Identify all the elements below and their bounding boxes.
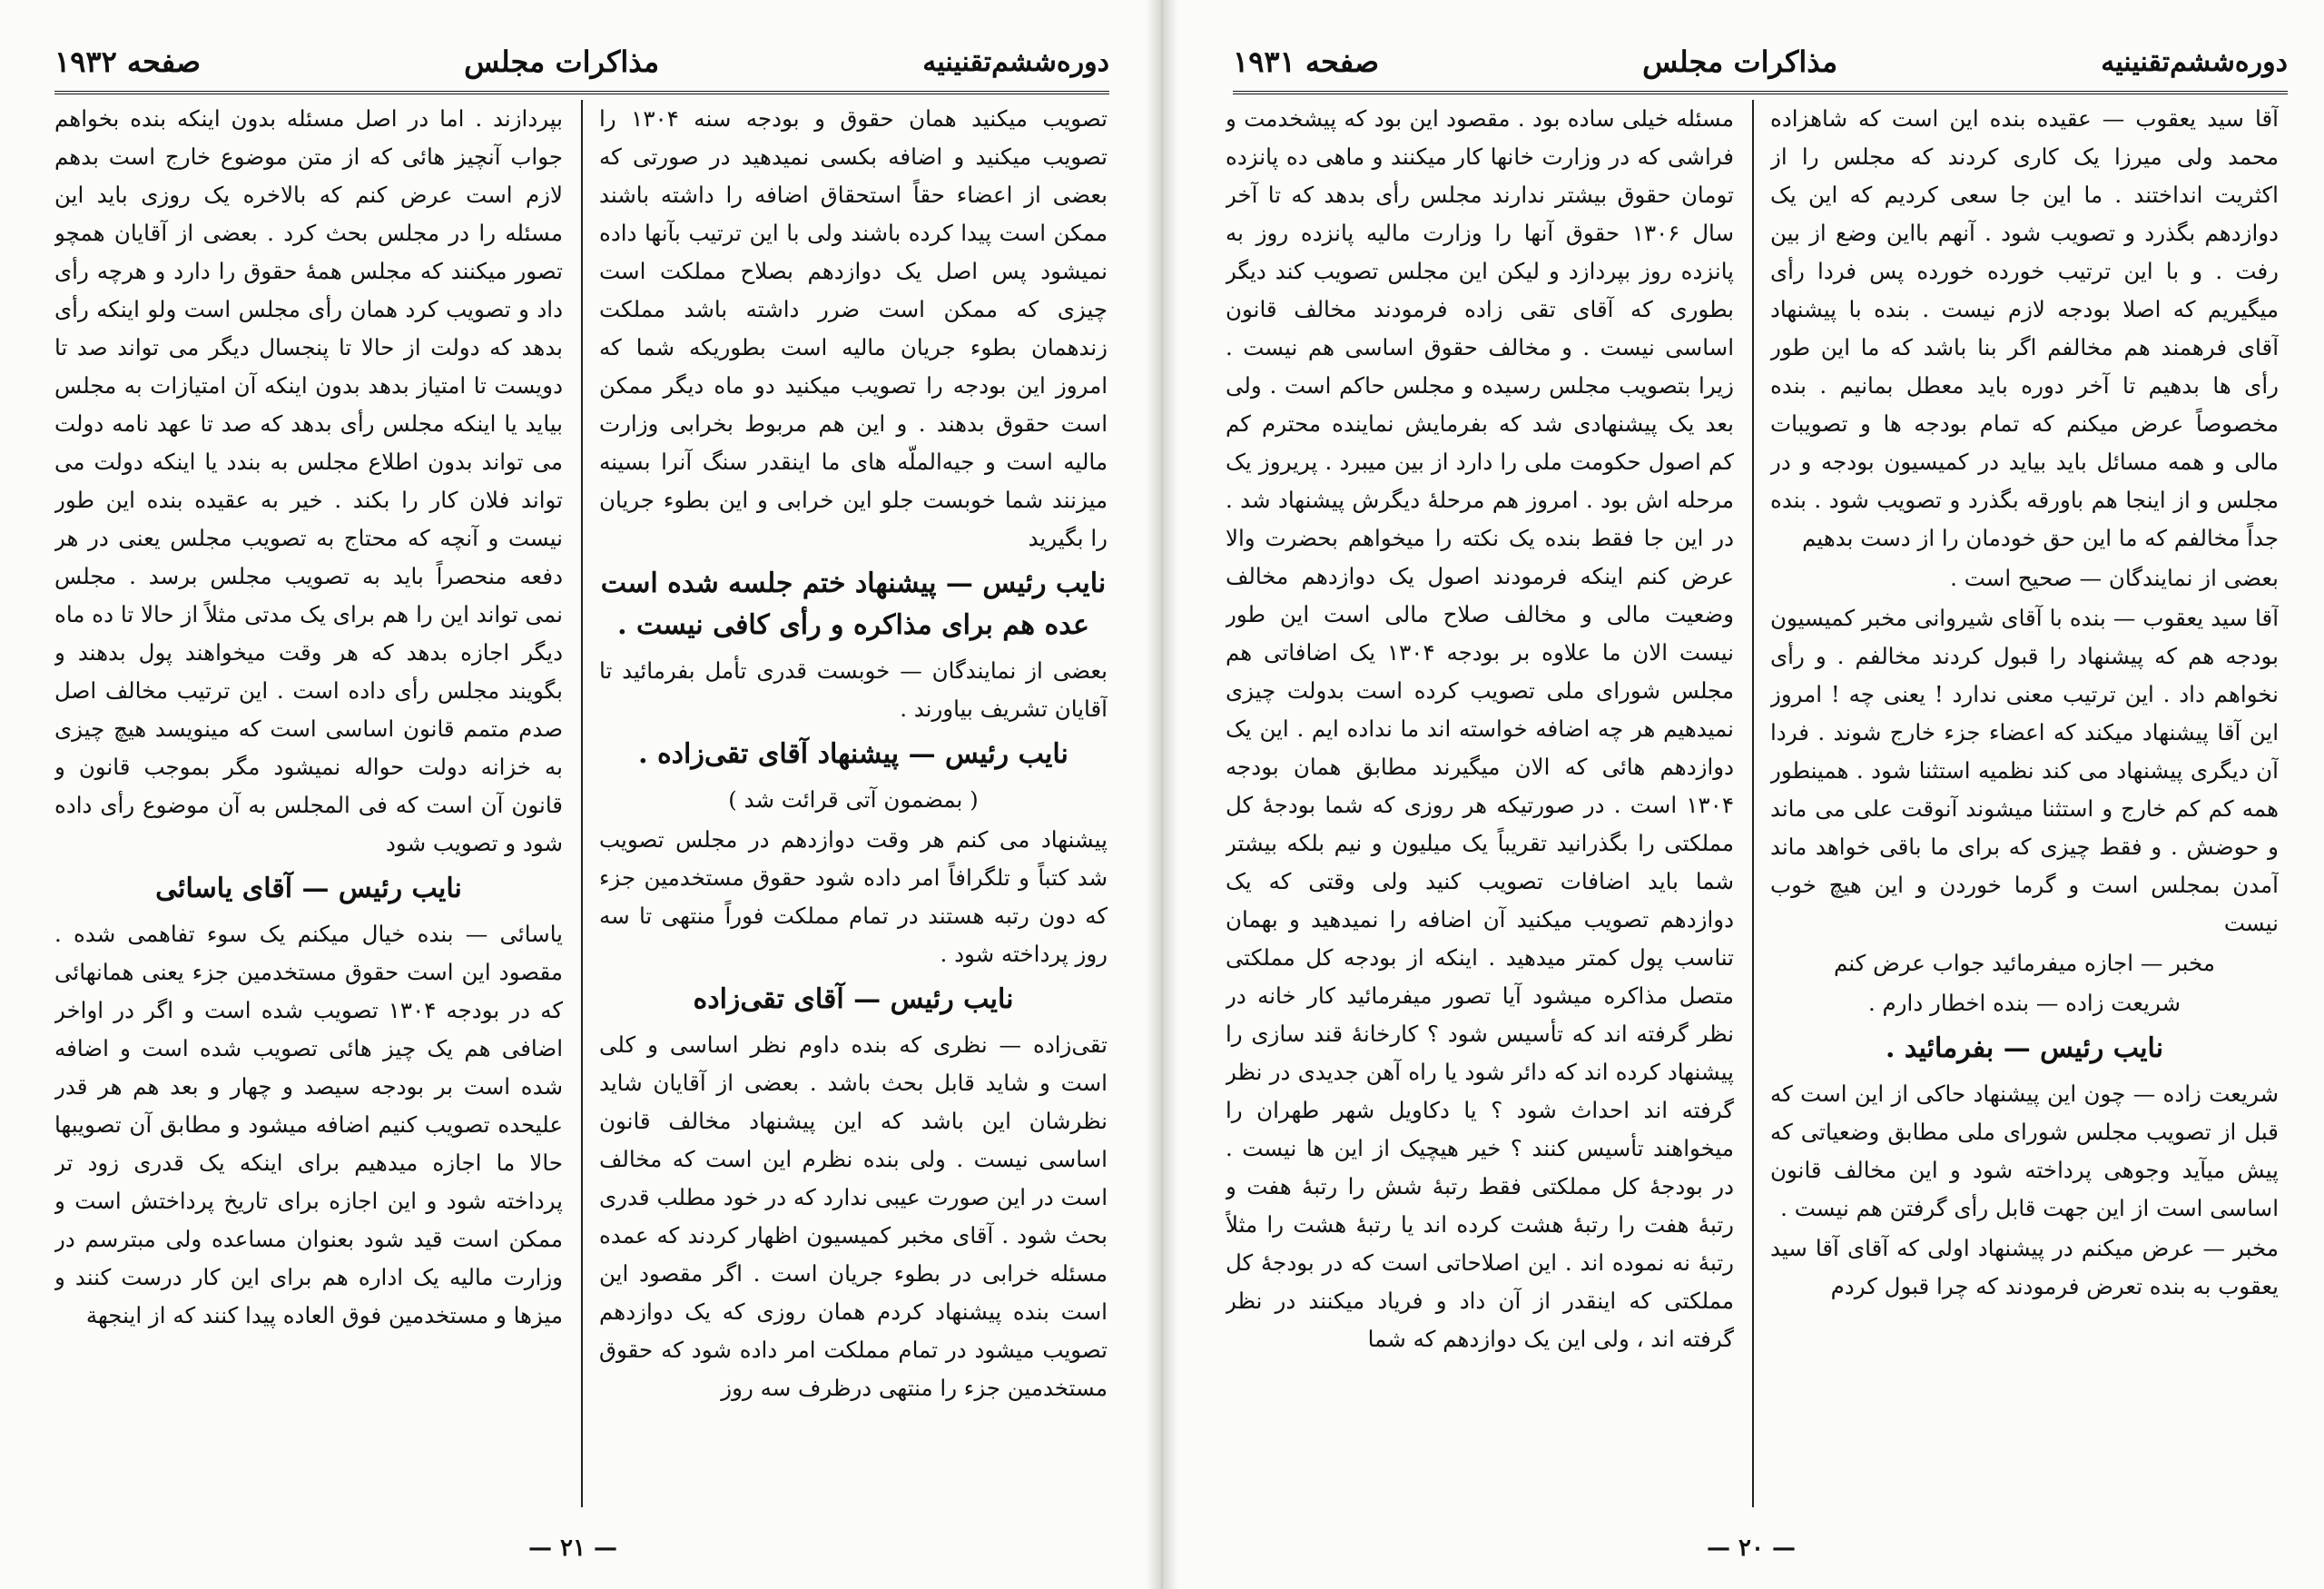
paragraph: پیشنهاد می کنم هر وقت دوازدهم در مجلس تصویب شد کتباً و تلگرافاً امر داده شود حقوق مستخدمین جزء که دون رتبه هستند در تمام مملکت فوراً منتهی تا سه روز پرداخته شود . xyxy=(599,826,1108,967)
column-divider xyxy=(581,100,583,1507)
page-footer-number: — ۲۰ — xyxy=(1706,1535,1797,1562)
text-column-right xyxy=(1770,100,2279,1507)
paragraph: یاسائی — بنده خیال میکنم یک سوء تفاهمی شده . مقصود این است حقوق مستخدمین جزء یعنی همانهائی که در بودجه ۱۳۰۴ تصویب شده است و اگر در اواخر اضافی هم یک چیز هائی تصویب شده است و اضافه شده است بر بودجه سیصد و چهار و بعد هم هر قدر علیحده تصویب کنیم اضافه میشود و مطابق آن تصویبها حالا ما اجازه میدهیم برای اینکه یک قدری زود تر پرداخته شود و این اجازه برای تاریخ پرداختش است و ممکن است قید شود بعنوان مساعده ولی مبترسم در وزارت مالیه یک اداره هم برای این کار درست کنند و میزها و مستخدمین فوق العاده پیدا کنند که از اینجهة xyxy=(54,921,563,1328)
paragraph: مخبر — عرض میکنم در پیشنهاد اولی که آقای آقا سید یعقوب به بنده تعرض فرمودند که چرا قبول کردم xyxy=(1770,1235,2279,1299)
session-title: دوره‌ششم‌تقنینیه xyxy=(2101,45,2288,78)
centered-line: مخبر — اجازه میفرمائید جواب عرض کنم xyxy=(1833,950,2216,976)
speaker-heading: نایب رئیس — پیشنهاد آقای تقی‌زاده . xyxy=(638,738,1068,770)
paragraph: مسئله خیلی ساده بود . مقصود این بود که پیشخدمت و فراشی که در وزارت خانها کار میکنند و ماهی ده پانزده تومان حقوق بیشتر ندارند مجلس رأی بدهد که تا آخر سال ۱۳۰۶ حقوق آنها را وزارت مالیه پانزده روز به پانزده روز بپردازد و لیکن این مجلس تصویب کند دیگر بطوری که آقای تقی زاده فرمودند مخالف قانون اساسی نیست . و مخالف حقوق اساسی هم نیست . زیرا بتصویب مجلس رسیده و مجلس حاکم است . ولی بعد یک پیشنهادی شد که بفرمایش نماینده محترم کم کم اصول حکومت ملی را دارد از بین میبرد . پریروز یک مرحله اش بود . امروز هم مرحلهٔ دیگرش پیشنهاد شد . در این جا فقط بنده یک نکته را میخواهم بحضرت والا عرض کنم اینکه فرمودند اصول یک دوازدهم مخالف وضعیت مالی و مخالف صلاح مالی است این طور نیست الان ما علاوه بر بودجه ۱۳۰۴ یک اضافاتی هم مجلس شورای ملی تصویب کرده است بدولت چیزی نمیدهیم هر چه اضافه خواسته اند ما نداده ایم . این یک دوازدهم هائی که الان میگیرند مطابق همان بودجه ۱۳۰۴ است . در صورتیکه هر روزی که شما بودجهٔ کل مملکتی را بگذرانید تقریباً یک میلیون و نیم بلکه بیشتر شما باید اضافات تصویب کنید ولی وقتی که یک دوازدهم تصویب میکنید آن اضافه را نمیدهید و بهمان تناسب پول کمتر میدهید . اینکه از بودجه کل مملکتی متصل مذاکره میشود آیا تصور میفرمائید کار خانه در نظر گرفته اند که تأسیس شود ؟ کارخانهٔ قند سازی را پیشنهاد کرده اند که دائر شود یا راه آهن جدیدی در نظر گرفته اند احداث شود ؟ یا دکاویل شهر طهران را میخواهند تأسیس کنند ؟ خیر هیچیک از این ها نیست . در بودجهٔ کل مملکتی فقط رتبهٔ شش را رتبهٔ هفت و رتبهٔ هفت را رتبهٔ هشت کرده اند یا رتبهٔ هشت را مثلاً رتبهٔ نه نموده اند . این اصلاحاتی است که در بودجهٔ کل مملکتی که اینقدر از آن داد و فریاد میکنند در نظر گرفته اند ، ولی این یک دوازدهم که شما xyxy=(1226,105,1734,1352)
paragraph: بعضی از نمایندگان — خوبست قدری تأمل بفرمائید تا آقایان تشریف بیاورند . xyxy=(599,657,1108,722)
journal-title: مذاکرات مجلس xyxy=(464,44,660,79)
left-page xyxy=(0,0,1146,1589)
session-title: دوره‌ششم‌تقنینیه xyxy=(922,45,1109,78)
paragraph: آقا سید یعقوب — بنده با آقای شیروانی مخبر کمیسیون بودجه هم که پیشنهاد را قبول کردند مخالفم . و رأی نخواهم داد . این ترتیب معنی ندارد ! یعنی چه ! امروز این آقا پیشنهاد میکند که اعضاء جزء خارج شوند . فردا آن دیگری پیشنهاد می کند نظمیه استثنا شود . همینطور همه کم کم خارج و استثنا میشوند آنوقت علی می ماند و حوضش . و فقط چیزی که برای ما باقی خواهد ماند آمدن بمجلس است و گرما خوردن و این هیچ خوب نیست xyxy=(1770,605,2279,936)
left-page-header xyxy=(54,36,1109,87)
text-column-right xyxy=(599,100,1108,1507)
text-column-left xyxy=(1226,100,1734,1507)
paragraph: بعضی از نمایندگان — صحیح است . xyxy=(1950,565,2279,591)
column-divider xyxy=(1752,100,1754,1507)
paragraph: بپردازند . اما در اصل مسئله بدون اینکه بنده بخواهم جواب آنچیز هائی که از متن موضوع خارج است بدهم لازم است عرض کنم که بالاخره یک روزی باید این مسئله را در مجلس بحث کرد . بعضی از آقایان همچو تصور میکنند که مجلس همه‌ٔ حقوق را دارد و هرچه رأی داد و تصویب کرد همان رأی مجلس است ولو اینکه رأی بدهد که دولت از حالا تا پنجسال دیگر می تواند صد تا دویست تا امتیاز بدهد بدون اینکه آن امتیازات به مجلس بیاید یا اینکه مجلس رأی بدهد که صد تا عهد نامه دولت می تواند بدون اطلاع مجلس به بندد یا اینکه دولت می تواند فلان کار را بکند . خیر به عقیده بنده این طور نیست و آنچه که محتاج به تصویب مجلس یعنی در هر دفعه منحصراً باید به تصویب مجلس برسد . مجلس نمی تواند این را هم برای یک مدتی مثلاً از حالا تا ده ماه دیگر اجازه بدهد که هر وقت میخواهند پول بدهند و بگویند مجلس رأی داده است . این ترتیب مخالف اصل صدم متمم قانون اساسی است که مینویسد هیچ چیزی به خزانه دولت حواله نمیشود مگر بموجب قانون و قانون آن است که فی المجلس به آن موضوع رأی داده شود و تصویب شود xyxy=(54,105,563,856)
page-footer-number: — ۲۱ — xyxy=(527,1535,618,1562)
speaker-heading: نایب رئیس — بفرمائید . xyxy=(1885,1032,2164,1064)
paragraph: تصویب میکنید همان حقوق و بودجه سنه ۱۳۰۴ را تصویب میکنید و اضافه بکسی نمیدهید در صورتی که بعضی از اعضاء حقاً استحقاق اضافه را داشته باشند ممکن است پیدا کرده باشند ولی با این ترتیب بآنها داده نمیشود پس اصل یک دوازدهم بصلاح مملکت است چیزی که ممکن است ضرر داشته باشد مملکت زندهمان بطوء جریان مالیه است بطوریکه شما که امروز این بودجه را تصویب میکنید دو ماه دیگر ممکن است حقوق بدهند . و این هم مربوط بخرابی وزارت مالیه است و جیه‌الملّه های ما اینقدر سنگ آنرا بسینه میزنند شما خوبست جلو این خرابی و این بطوء جریان را بگیرید xyxy=(599,105,1108,551)
centered-line: شریعت زاده — بنده اخطار دارم . xyxy=(1867,990,2181,1016)
speaker-heading: نایب رئیس — آقای یاسائی xyxy=(155,873,462,904)
journal-title: مذاکرات مجلس xyxy=(1642,44,1838,79)
paragraph: تقی‌زاده — نظری که بنده داوم نظر اساسی و کلی است و شاید قابل بحث باشد . بعضی از آقایان شاید نظرشان این باشد که این پیشنهاد مخالف قانون اساسی نیست . ولی بنده نظرم این است که مخالف است در این صورت عیبی ندارد که در خود مطلب قدری بحث شود . آقای مخبر کمیسیون اظهار کردند که عمده مسئله خرابی در بطوء جریان است . اگر مقصود این است بنده پیشنهاد کردم همان روزی که یک دوازدهم تصویب میشود در تمام مملکت امر داده شود که حقوق مستخدمین جزء را منتهی درظرف سه روز xyxy=(599,1031,1108,1401)
paragraph: آقا سید یعقوب — عقیده بنده این است که شاهزاده محمد ولی میرزا یک کاری کردند که مجلس را از اکثریت انداختند . ما این جا سعی کردیم که این یک دوازدهم بگذرد و تصویب شود . آنهم بااین وضع از بین رفت . و با این ترتیب خورده خورده پس فردا رأی میگیریم که اصلا بودجه لازم نیست . بنده با پیشنهاد آقای فرهمند هم مخالفم اگر بنا باشد که ما این طور رأی ها بدهیم تا آخر دوره باید معطل بمانیم . بنده مخصوصاً عرض میکنم که تمام بودجه ها و تصویبات مالی و همه مسائل باید بیاید در کمیسیون بودجه و در مجلس و از اینجا هم باورقه بگذرد و تصویب شود . بنده جداً مخالفم که ما این حق خودمان را از دست بدهیم xyxy=(1770,105,2279,551)
header-rule xyxy=(54,91,1109,94)
page-label: صفحه ۱۹۳۲ xyxy=(54,44,202,79)
book-gutter xyxy=(1146,0,1178,1589)
text-column-left xyxy=(54,100,563,1507)
right-page-header xyxy=(1233,36,2288,87)
page-label: صفحه ۱۹۳۱ xyxy=(1233,44,1380,79)
paragraph: شریعت زاده — چون این پیشنهاد حاکی از این است که قبل از تصویب مجلس شورای ملی مطابق وضعیاتی که پیش میآید وجوهی پرداخته شود و این مخالف قانون اساسی است از این جهت قابل رأی گرفتن هم نیست . xyxy=(1770,1081,2279,1221)
speaker-heading: نایب رئیس — آقای تقی‌زاده xyxy=(693,983,1014,1015)
centered-line: ( بمضمون آتی قرائت شد ) xyxy=(728,786,979,813)
right-page xyxy=(1178,0,2324,1589)
speaker-heading: نایب رئیس — پیشنهاد ختم جلسه شده است عده هم برای مذاکره و رأی کافی نیست . xyxy=(600,568,1107,641)
header-rule xyxy=(1233,91,2288,94)
